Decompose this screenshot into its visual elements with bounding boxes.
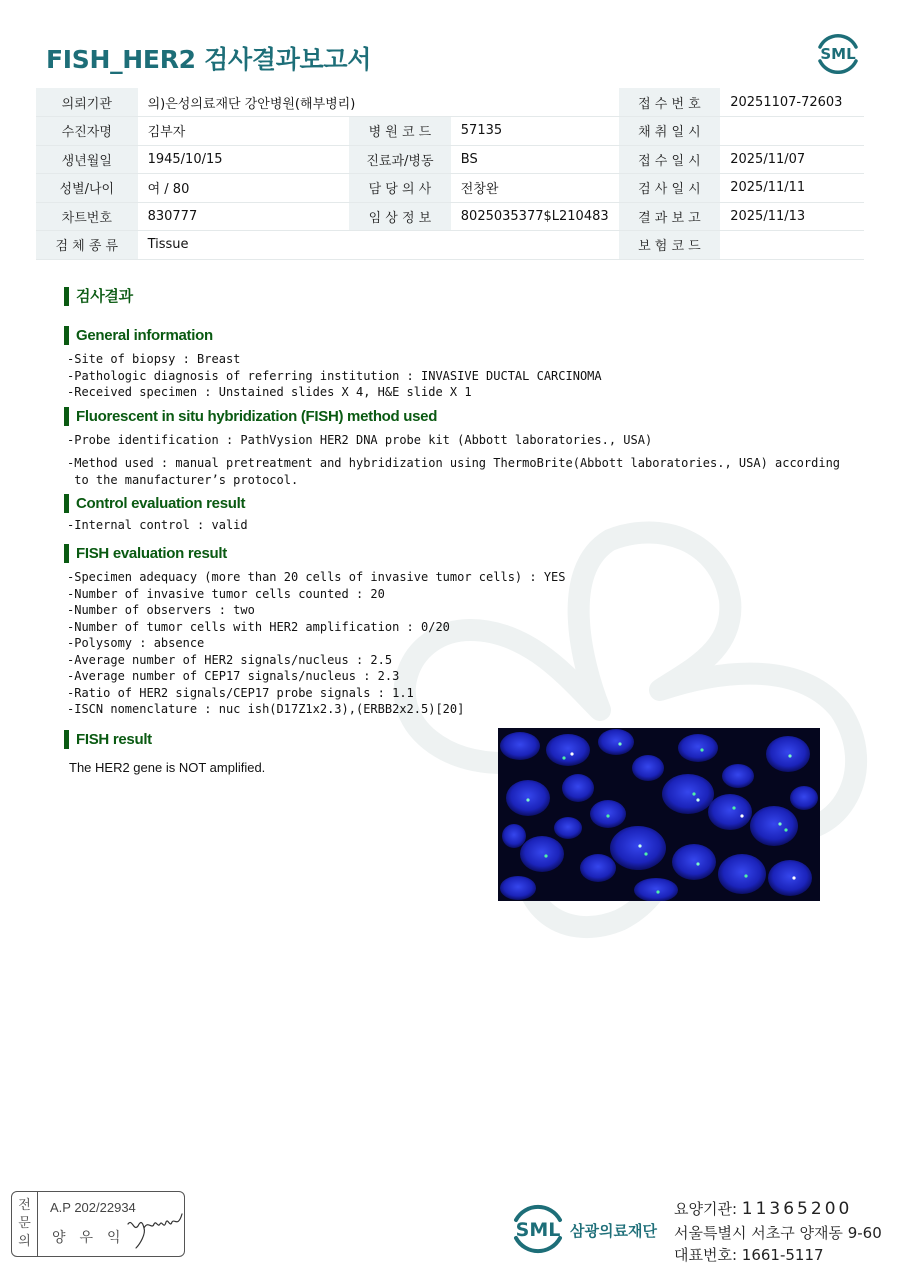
info-label: 접 수 번 호 <box>619 88 721 117</box>
control-evaluation-heading: Control evaluation result <box>64 494 245 513</box>
info-value: 2025/11/07 <box>720 145 864 174</box>
nucleus <box>506 780 550 816</box>
method-line: -Method used : manual pretreatment and hybridization using ThermoBrite(Abbott laboratories., USA) according <box>67 456 841 470</box>
info-value: 1945/10/15 <box>138 145 350 174</box>
fish-signal <box>570 752 573 755</box>
svg-text:SML: SML <box>820 45 856 63</box>
fish-signal <box>792 876 795 879</box>
fish-signal <box>644 852 647 855</box>
fish-signal <box>778 822 781 825</box>
info-label: 진료과/병동 <box>349 145 451 174</box>
patient-info-table <box>36 88 864 260</box>
general-line: -Pathologic diagnosis of referring institution : INVASIVE DUCTAL CARCINOMA <box>67 368 602 383</box>
nucleus <box>708 794 752 830</box>
fish-signal <box>692 792 695 795</box>
fish-microscopy-image <box>498 728 820 901</box>
info-value: Tissue <box>138 231 350 260</box>
nucleus <box>790 786 818 810</box>
institution-code-value: 11365200 <box>741 1199 853 1219</box>
info-value: 2025/11/13 <box>720 202 864 231</box>
info-row <box>36 174 864 203</box>
info-value <box>451 231 619 260</box>
general-information-heading: General information <box>64 326 213 345</box>
nucleus <box>766 736 810 772</box>
phone-value: 1661-5117 <box>741 1246 824 1264</box>
nucleus <box>598 729 634 755</box>
nucleus <box>672 844 716 880</box>
info-value: 김부자 <box>138 117 350 146</box>
result-section-header: 검사결과 <box>64 287 133 306</box>
info-row <box>36 88 864 117</box>
fish-signal <box>700 748 703 751</box>
nucleus <box>562 774 594 802</box>
nucleus <box>768 860 812 896</box>
nucleus <box>554 817 582 839</box>
info-value <box>720 117 864 146</box>
info-label: 생년월일 <box>36 145 138 174</box>
nucleus <box>662 774 714 814</box>
fish-signal <box>526 798 529 801</box>
info-value: 2025/11/11 <box>720 174 864 203</box>
stamp-pathologist-name: 양우익 <box>52 1230 135 1246</box>
fish-result-text: The HER2 gene is NOT amplified. <box>69 760 266 775</box>
institution-code <box>674 1198 852 1219</box>
info-value: 57135 <box>451 117 619 146</box>
info-row <box>36 117 864 146</box>
evaluation-line: -Polysomy : absence <box>67 636 205 650</box>
fish-signal <box>740 814 743 817</box>
nucleus <box>610 826 666 870</box>
fish-signal <box>618 742 621 745</box>
info-label: 결 과 보 고 <box>619 202 721 231</box>
evaluation-line: -Number of tumor cells with HER2 amplification : 0/20 <box>67 619 450 634</box>
foundation-address: 서울특별시 서초구 양재동 9-60 <box>674 1224 882 1242</box>
nucleus <box>632 755 664 781</box>
nucleus <box>590 800 626 828</box>
fish-signal <box>656 890 659 893</box>
nucleus <box>546 734 590 766</box>
info-label: 성별/나이 <box>36 174 138 203</box>
info-label: 채 취 일 시 <box>619 117 721 146</box>
info-label: 병 원 코 드 <box>349 117 451 146</box>
evaluation-line: -ISCN nomenclature : nuc ish(D17Z1x2.3),(ERBB2x2.5)[20] <box>67 702 465 716</box>
nucleus <box>678 734 718 762</box>
info-label: 담 당 의 사 <box>349 174 451 203</box>
info-label: 접 수 일 시 <box>619 145 721 174</box>
sml-logo-icon <box>814 30 862 74</box>
fish-signal <box>788 754 791 757</box>
info-value: 20251107-72603 <box>720 88 864 117</box>
sml-foundation-logo-icon <box>508 1198 568 1256</box>
phone-label: 대표번호: <box>674 1246 738 1264</box>
fish-signal <box>638 844 641 847</box>
evaluation-line: -Ratio of HER2 signals/CEP17 probe signals : 1.1 <box>67 685 414 700</box>
stamp-label-char: 전 <box>18 1198 31 1213</box>
fish-signal <box>544 854 547 857</box>
info-label: 검 사 일 시 <box>619 174 721 203</box>
fish-signal <box>606 814 609 817</box>
info-label: 차트번호 <box>36 202 138 231</box>
fish-method-heading: Fluorescent in situ hybridization (FISH) method used <box>64 407 437 426</box>
fish-signal <box>784 828 787 831</box>
report-title: FISH_HER2 검사결과보고서 <box>46 45 372 74</box>
info-label: 보 험 코 드 <box>619 231 721 260</box>
nucleus <box>500 876 536 900</box>
nucleus <box>718 854 766 894</box>
info-value <box>720 231 864 260</box>
fish-signal <box>732 806 735 809</box>
stamp-label-char: 문 <box>18 1216 31 1231</box>
fish-result-heading: FISH result <box>64 730 152 749</box>
info-label: 검 체 종 류 <box>36 231 138 260</box>
fish-signal <box>696 862 699 865</box>
pathologist-stamp <box>11 1191 185 1257</box>
info-value: 전창완 <box>451 174 619 203</box>
info-value <box>349 231 451 260</box>
info-label: 임 상 정 보 <box>349 202 451 231</box>
general-line: -Site of biopsy : Breast <box>67 352 241 366</box>
institution-code-label: 요양기관: <box>674 1200 738 1218</box>
nucleus <box>634 878 678 901</box>
evaluation-line: -Specimen adequacy (more than 20 cells of invasive tumor cells) : YES <box>67 570 566 584</box>
nucleus <box>502 824 526 848</box>
info-row <box>36 145 864 174</box>
foundation-name: 삼광의료재단 <box>570 1222 657 1240</box>
info-value: 여 / 80 <box>138 174 350 203</box>
method-line: to the manufacturer’s protocol. <box>67 472 299 487</box>
fish-evaluation-heading: FISH evaluation result <box>64 544 227 563</box>
evaluation-line: -Average number of HER2 signals/nucleus : 2.5 <box>67 652 393 667</box>
fish-signal <box>696 798 699 801</box>
signature-icon <box>124 1208 186 1252</box>
fish-signal <box>744 874 747 877</box>
info-value: 830777 <box>138 202 350 231</box>
info-value: 8025035377$L210483 <box>451 202 619 231</box>
phone-number <box>674 1244 824 1265</box>
info-value: 의)은성의료재단 강안병원(해부병리) <box>138 88 619 117</box>
info-value: BS <box>451 145 619 174</box>
general-line: -Received specimen : Unstained slides X 4, H&E slide X 1 <box>67 385 472 399</box>
control-line: -Internal control : valid <box>67 518 248 532</box>
fish-signal <box>562 756 565 759</box>
info-label: 수진자명 <box>36 117 138 146</box>
evaluation-line: -Number of observers : two <box>67 603 255 617</box>
nucleus <box>722 764 754 788</box>
method-line: -Probe identification : PathVysion HER2 DNA probe kit (Abbott laboratories., USA) <box>67 433 653 447</box>
stamp-label <box>12 1192 38 1256</box>
nucleus <box>500 732 540 760</box>
stamp-ap-number: A.P 202/22934 <box>50 1200 136 1215</box>
evaluation-line: -Average number of CEP17 signals/nucleus : 2.3 <box>67 669 400 683</box>
stamp-label-char: 의 <box>18 1234 31 1249</box>
svg-text:SML: SML <box>515 1219 561 1241</box>
evaluation-line: -Number of invasive tumor cells counted : 20 <box>67 586 385 601</box>
nucleus <box>580 854 616 882</box>
nucleus <box>520 836 564 872</box>
info-row <box>36 231 864 260</box>
info-label: 의뢰기관 <box>36 88 138 117</box>
nucleus <box>750 806 798 846</box>
info-row <box>36 202 864 231</box>
